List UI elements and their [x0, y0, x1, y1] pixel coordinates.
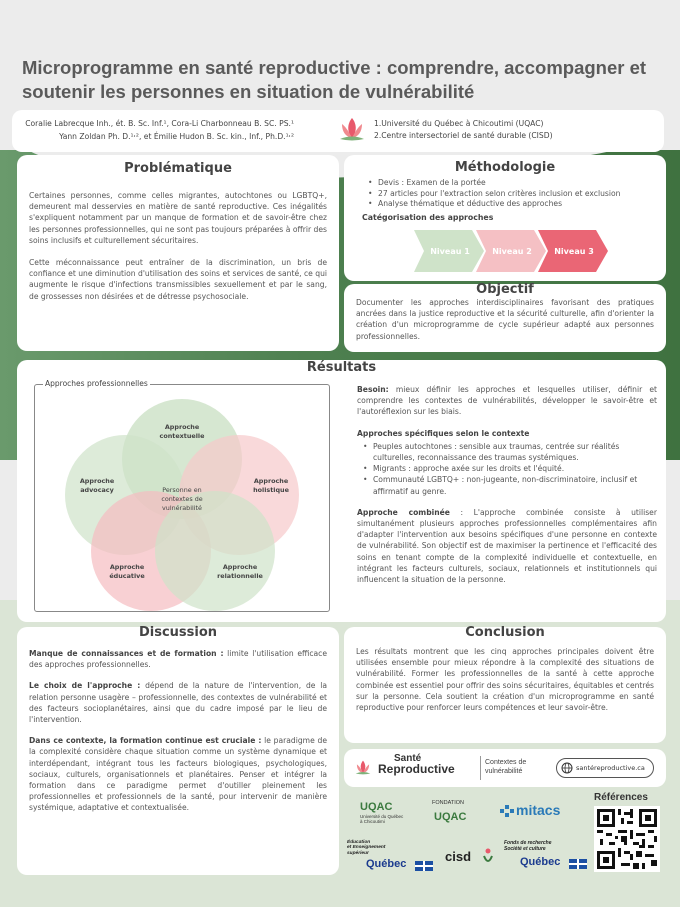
- venn-right-line2: holistique: [253, 486, 289, 494]
- resultats-text: [357, 384, 657, 595]
- brand-name-2: Reproductive: [378, 762, 455, 776]
- specifiques-heading: Approches spécifiques selon le contexte: [357, 428, 530, 438]
- objectif-card: [344, 284, 666, 352]
- methodologie-card: [344, 155, 666, 281]
- conclusion-heading: Conclusion: [465, 625, 545, 640]
- mitacs-icon: [500, 805, 514, 819]
- affiliation-1: 1.Université du Québec à Chicoutimi (UQAC): [374, 119, 544, 128]
- discussion-p3-label: Dans ce contexte, la formation continue est cruciale :: [29, 736, 262, 746]
- venn-top-line2: contextuelle: [159, 432, 205, 440]
- list-item: • 27 articles pour l'extraction selon critères inclusion et exclusion: [356, 189, 654, 200]
- brand-divider: [480, 756, 481, 780]
- website-url: santéreproductive.ca: [576, 764, 645, 772]
- venn-diagram-frame: [34, 379, 330, 612]
- venn-left-line1: Approche: [79, 477, 115, 485]
- level-2-label: Niveau 2: [492, 247, 532, 256]
- discussion-p2-label: Le choix de l'approche :: [29, 681, 141, 691]
- categorisation-label: Catégorisation des approches: [362, 212, 494, 222]
- cisd-logo: cisd: [445, 849, 472, 864]
- discussion-p1-text: limite l'utilisation efficace des approches professionnelles.: [29, 649, 328, 670]
- brand-name-1: Santé: [394, 753, 422, 764]
- brand-lotus-icon: [352, 757, 374, 779]
- references-heading: Références: [594, 792, 648, 803]
- conclusion-card: [344, 627, 666, 743]
- fondation-label: FONDATION: [432, 800, 464, 806]
- methodologie-list: [356, 178, 654, 210]
- conclusion-text: Les résultats montrent que les cinq approches principales doivent être utilisées ensemble pour mieux répondre à la complexité des situations de vulnérabilité. Former les professionnelles de la santé à cette approche combinée est essentiel pour offrir des soins sécuritaires, équitables et centrés sur la personne. Cela soutient la création d'un microprogramme en santé reproductive pour renforcer leurs compétences et leur savoir-être.: [356, 647, 654, 713]
- affiliations: [374, 118, 553, 142]
- frq-2: Société et culture: [504, 846, 546, 852]
- level-1-label: Niveau 1: [430, 247, 470, 256]
- uqac-logo: UQAC: [360, 801, 393, 813]
- problematique-heading: Problématique: [124, 161, 232, 176]
- combinee-paragraph: [357, 507, 657, 585]
- brand-tagline-2: vulnérabilité: [485, 768, 523, 775]
- objectif-text: Documenter les approches interdisciplinaires favorisant des pratiques ancrées dans la justice reproductive et la sécurité culturelle, afin d'orienter la création d'un microprogramme de cycle supérieur adapté aux personnes professionnelles.: [356, 298, 654, 341]
- educ-2: et Enseignement: [347, 845, 386, 851]
- educ-3: supérieur: [347, 850, 369, 856]
- methodologie-heading: Méthodologie: [454, 160, 556, 175]
- authors-card: [12, 110, 664, 152]
- uqac-sub-1: Université du Québec: [360, 814, 404, 819]
- frq-1: Fonds de recherche: [504, 840, 552, 846]
- objectif-heading: Objectif: [476, 282, 534, 297]
- resultats-card: [17, 360, 666, 622]
- levels-arrows: [414, 230, 610, 272]
- venn-bottom-left-line2: éducative: [109, 572, 145, 580]
- list-item: • Analyse thématique et déductive des approches: [356, 199, 654, 210]
- author-names: [25, 117, 294, 143]
- cisd-figure-icon: [482, 848, 494, 866]
- list-item: • Migrants : approche axée sur les droits et l'équité.: [357, 463, 657, 474]
- venn-center-line2: contextes de: [161, 495, 203, 503]
- mitacs-logo: mitacs: [516, 802, 561, 818]
- list-item: • Communauté LGBTQ+ : non-jugeante, non-discriminatoire, inclusif et affirmatif au genre.: [357, 474, 657, 496]
- discussion-p3-text: le paradigme de la complexité considère chaque situation comme un système dynamique et interdépendant, intégrant tous les facteurs biologiques, psychologiques, sociaux, culturels, organisationnels et planétaires. Penser et intégrer la formation dans ce paradigme permet d'outiller pleinement les professionnelles et professionnels de la santé, pour intervenir de manière systémique, adaptative et contextualisée.: [29, 736, 327, 813]
- list-item: • Devis : Examen de la portée: [356, 178, 654, 189]
- venn-right-line1: Approche: [253, 477, 289, 485]
- quebec-flag-icon: [415, 861, 433, 871]
- affiliation-2: 2.Centre intersectoriel de santé durable (CISD): [374, 131, 553, 140]
- discussion-card: [17, 627, 339, 875]
- venn-center-line1: Personne en: [162, 486, 202, 494]
- educ-1: Éducation: [347, 840, 371, 845]
- brand-tagline: [485, 758, 526, 776]
- quebec-flag-icon-2: [569, 859, 587, 869]
- uqac-sub-2: à Chicoutimi: [360, 819, 385, 824]
- venn-diagram: [35, 385, 329, 611]
- website-link[interactable]: [556, 758, 654, 778]
- combinee-label: Approche combinée: [357, 507, 450, 517]
- discussion-p2-text: dépend de la nature de l'intervention, de la relation personne usagère – professionnelle, des contextes de vulnérabilité et des facteurs socioplanétaires, ainsi que du cadre imposé par le lieu de l'intervention.: [29, 681, 327, 725]
- author-line-2: Yann Zoldan Ph. D.¹˒², et Émilie Hudon B. Sc. kin., Inf., Ph.D.¹˒²: [59, 132, 294, 141]
- uqac-subtitle: [360, 814, 403, 824]
- venn-bottom-right-line2: relationnelle: [217, 572, 263, 580]
- quebec-logo-2: Québec: [520, 856, 561, 868]
- discussion-p1-label: Manque de connaissances et de formation :: [29, 649, 224, 658]
- specifiques-list: [357, 441, 657, 497]
- lotus-logo-icon: [334, 112, 370, 148]
- discussion-p1: [29, 648, 327, 670]
- level-3-label: Niveau 3: [554, 247, 594, 256]
- problematique-p1: Certaines personnes, comme celles migrantes, autochtones ou LGBTQ+, demeurent mal desservies en matière de santé reproductive. Ces inégalités s'expliquent notamment par un manque de formation et de savoir-être chez les personnes professionnelles, qui ne sont pas toujours préparées à offrir des soins inclusifs et culturellement sécuritaires.: [29, 191, 327, 245]
- venn-bottom-right-line1: Approche: [222, 563, 258, 571]
- venn-top-line1: Approche: [164, 423, 200, 431]
- references-qr-code[interactable]: [594, 806, 660, 872]
- venn-left-line2: advocacy: [80, 486, 114, 494]
- besoin-paragraph: [357, 384, 657, 418]
- venn-bottom-left-line1: Approche: [109, 563, 145, 571]
- quebec-logo-1: Québec: [366, 858, 407, 870]
- fondation-uqac-logo: UQAC: [434, 811, 467, 823]
- brand-tagline-1: Contextes de: [485, 759, 527, 766]
- education-label: [347, 840, 385, 856]
- besoin-label: Besoin:: [357, 385, 389, 394]
- discussion-p3: [29, 735, 327, 813]
- globe-icon: [561, 762, 573, 774]
- venn-label: Approches professionnelles: [45, 379, 148, 388]
- frq-label: [504, 840, 552, 852]
- resultats-heading: Résultats: [306, 360, 377, 375]
- sponsor-logos: [344, 792, 666, 882]
- problematique-card: [17, 155, 339, 351]
- author-line-1: Coralie Labrecque Inh., ét. B. Sc. Inf.¹, Cora-Li Charbonneau B. SC. PS.¹: [25, 119, 294, 128]
- venn-center-line3: vulnérabilité: [162, 504, 202, 512]
- list-item: • Peuples autochtones : sensible aux traumas, centrée sur réalités culturelles, reconnaissance des traumas systémiques.: [357, 441, 657, 463]
- besoin-text: mieux définir les approches et lesquelles utiliser, définir et comprendre les contextes de vulnérabilités, développer le savoir-être et l'autoréflexion sur les biais.: [357, 385, 657, 417]
- brand-card: [344, 749, 666, 787]
- page-title: Microprogramme en santé reproductive : comprendre, accompagner et soutenir les personnes en situation de vulnérabilité: [22, 57, 647, 102]
- brand-name: [378, 753, 455, 775]
- discussion-heading: Discussion: [138, 625, 218, 640]
- combinee-text: : L'approche combinée consiste à utiliser simultanément plusieurs approches professionnelles complémentaires afin d'adapter l'intervention aux besoins spécifiques d'une personne en contexte de vulnérabilité. Son objectif est de maximiser la pertinence et l'efficacité des soins en tenant compte de la complexité individuelle et contextuelle, en intégrant les facteurs culturels, sociaux, relationnels et institutionnels qui influencent la situation de la personne.: [357, 507, 657, 585]
- discussion-p2: [29, 680, 327, 725]
- problematique-p2: Cette méconnaissance peut entraîner de la discrimination, un bris de confiance et une diminution d'utilisation des soins et services de santé, ce qui augmente le risque d'infections transmissibles sexuellement et par le sang, de grossesses non désirées et de détresse psychosociale.: [29, 258, 327, 301]
